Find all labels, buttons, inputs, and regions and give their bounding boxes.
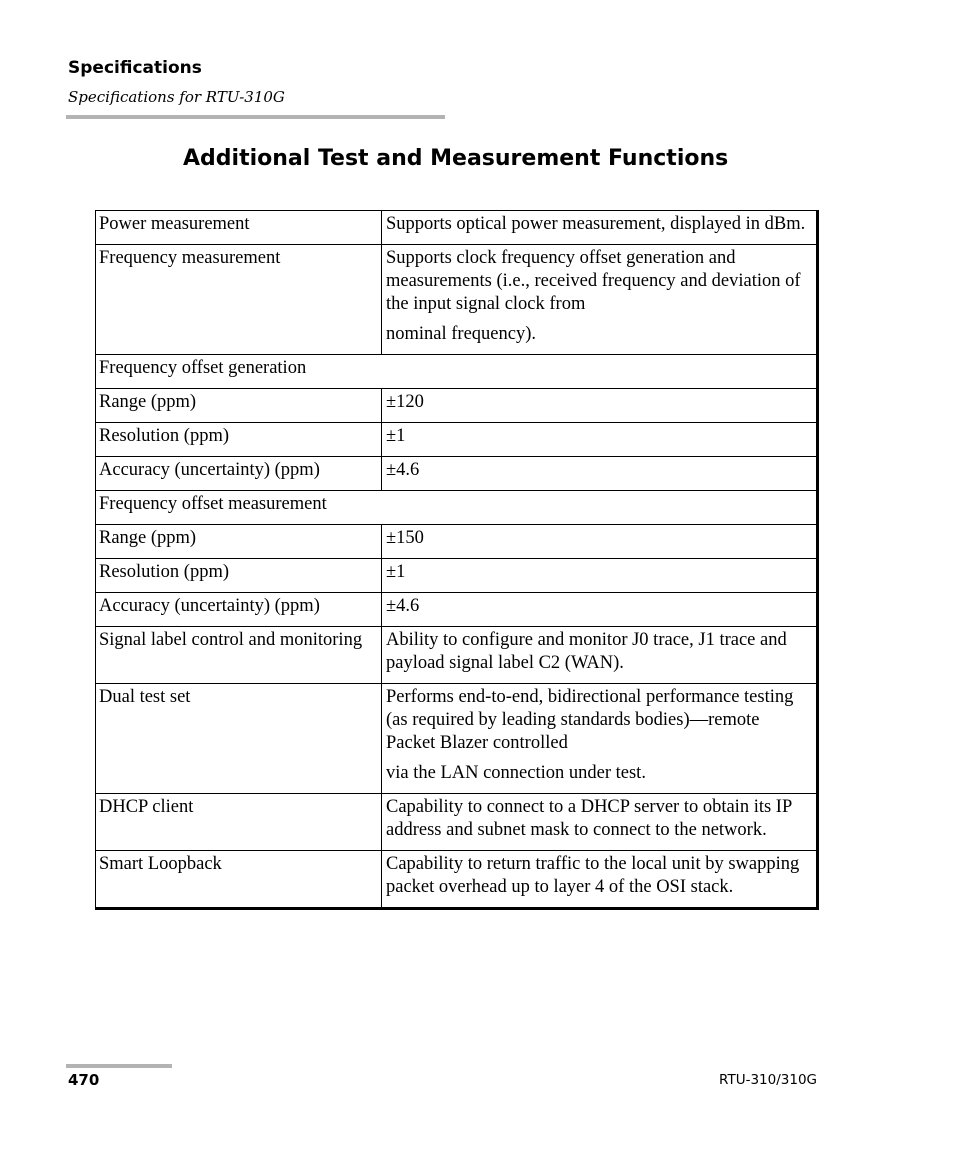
spec-value-cell bbox=[382, 211, 818, 245]
spec-value-cell bbox=[382, 627, 818, 684]
spec-value-cell bbox=[382, 684, 818, 794]
spec-value-text: ±4.6 bbox=[386, 596, 420, 616]
table-row bbox=[96, 794, 818, 851]
spec-value-text: Ability to configure and monitor J0 trace, J1 trace and payload signal label C2 (WAN). bbox=[386, 630, 787, 673]
spec-label-cell: Range (ppm) bbox=[96, 389, 382, 423]
table-row bbox=[96, 389, 818, 423]
table-row bbox=[96, 851, 818, 909]
spec-label-cell: Accuracy (uncertainty) (ppm) bbox=[96, 593, 382, 627]
spec-value-text: Supports clock frequency offset generation and measurements (i.e., received frequency and deviation of the input signal clock from bbox=[386, 248, 801, 314]
table-row bbox=[96, 211, 818, 245]
table-row bbox=[96, 423, 818, 457]
spec-table-body bbox=[96, 211, 818, 909]
spec-value-text: Capability to return traffic to the local unit by swapping packet overhead up to layer 4 of the OSI stack. bbox=[386, 854, 800, 897]
spec-label-cell: Power measurement bbox=[96, 211, 382, 245]
page-number: 470 bbox=[68, 1071, 100, 1089]
spec-label-cell: Resolution (ppm) bbox=[96, 423, 382, 457]
table-row bbox=[96, 593, 818, 627]
table-row bbox=[96, 559, 818, 593]
spec-value-cell bbox=[382, 593, 818, 627]
table-section-row bbox=[96, 355, 818, 389]
table-row bbox=[96, 525, 818, 559]
spec-value-text: ±4.6 bbox=[386, 460, 420, 480]
spec-value-cell bbox=[382, 245, 818, 355]
spec-value-text: nominal frequency). bbox=[386, 324, 536, 344]
spec-label-cell: Signal label control and monitoring bbox=[96, 627, 382, 684]
spec-label-cell: Frequency measurement bbox=[96, 245, 382, 355]
running-header-subtitle: Specifications for RTU-310G bbox=[68, 88, 285, 106]
footer-product-name: RTU-310/310G bbox=[719, 1072, 817, 1088]
spec-label-cell: DHCP client bbox=[96, 794, 382, 851]
section-heading-cell: Frequency offset generation bbox=[96, 355, 818, 389]
spec-value-cell bbox=[382, 851, 818, 909]
spec-value-cell bbox=[382, 423, 818, 457]
spec-table bbox=[95, 210, 819, 910]
section-heading-cell: Frequency offset measurement bbox=[96, 491, 818, 525]
spec-value-text: ±120 bbox=[386, 392, 424, 412]
table-row bbox=[96, 457, 818, 491]
spec-value-text: Capability to connect to a DHCP server to obtain its IP address and subnet mask to connect to the network. bbox=[386, 797, 792, 840]
spec-value-cell bbox=[382, 457, 818, 491]
spec-value-text: ±150 bbox=[386, 528, 424, 548]
table-row bbox=[96, 245, 818, 355]
spec-label-cell: Range (ppm) bbox=[96, 525, 382, 559]
spec-value-cell bbox=[382, 794, 818, 851]
spec-value-text: ±1 bbox=[386, 426, 406, 446]
running-header-section: Specifications bbox=[68, 58, 202, 78]
spec-value-text: Supports optical power measurement, displayed in dBm. bbox=[386, 214, 806, 234]
page-title: Additional Test and Measurement Functions bbox=[183, 146, 729, 171]
spec-value-cell bbox=[382, 525, 818, 559]
spec-label-cell: Dual test set bbox=[96, 684, 382, 794]
spec-value-text: ±1 bbox=[386, 562, 406, 582]
spec-value-text: Performs end-to-end, bidirectional performance testing (as required by leading standards bodies)—remote Packet Blazer controlled bbox=[386, 687, 794, 753]
spec-label-cell: Accuracy (uncertainty) (ppm) bbox=[96, 457, 382, 491]
table-row bbox=[96, 684, 818, 794]
spec-value-cell bbox=[382, 559, 818, 593]
spec-value-cell bbox=[382, 389, 818, 423]
spec-label-cell: Resolution (ppm) bbox=[96, 559, 382, 593]
table-section-row bbox=[96, 491, 818, 525]
header-rule bbox=[66, 115, 445, 119]
spec-value-text: via the LAN connection under test. bbox=[386, 763, 646, 783]
spec-label-cell: Smart Loopback bbox=[96, 851, 382, 909]
footer-rule bbox=[66, 1064, 172, 1068]
table-row bbox=[96, 627, 818, 684]
